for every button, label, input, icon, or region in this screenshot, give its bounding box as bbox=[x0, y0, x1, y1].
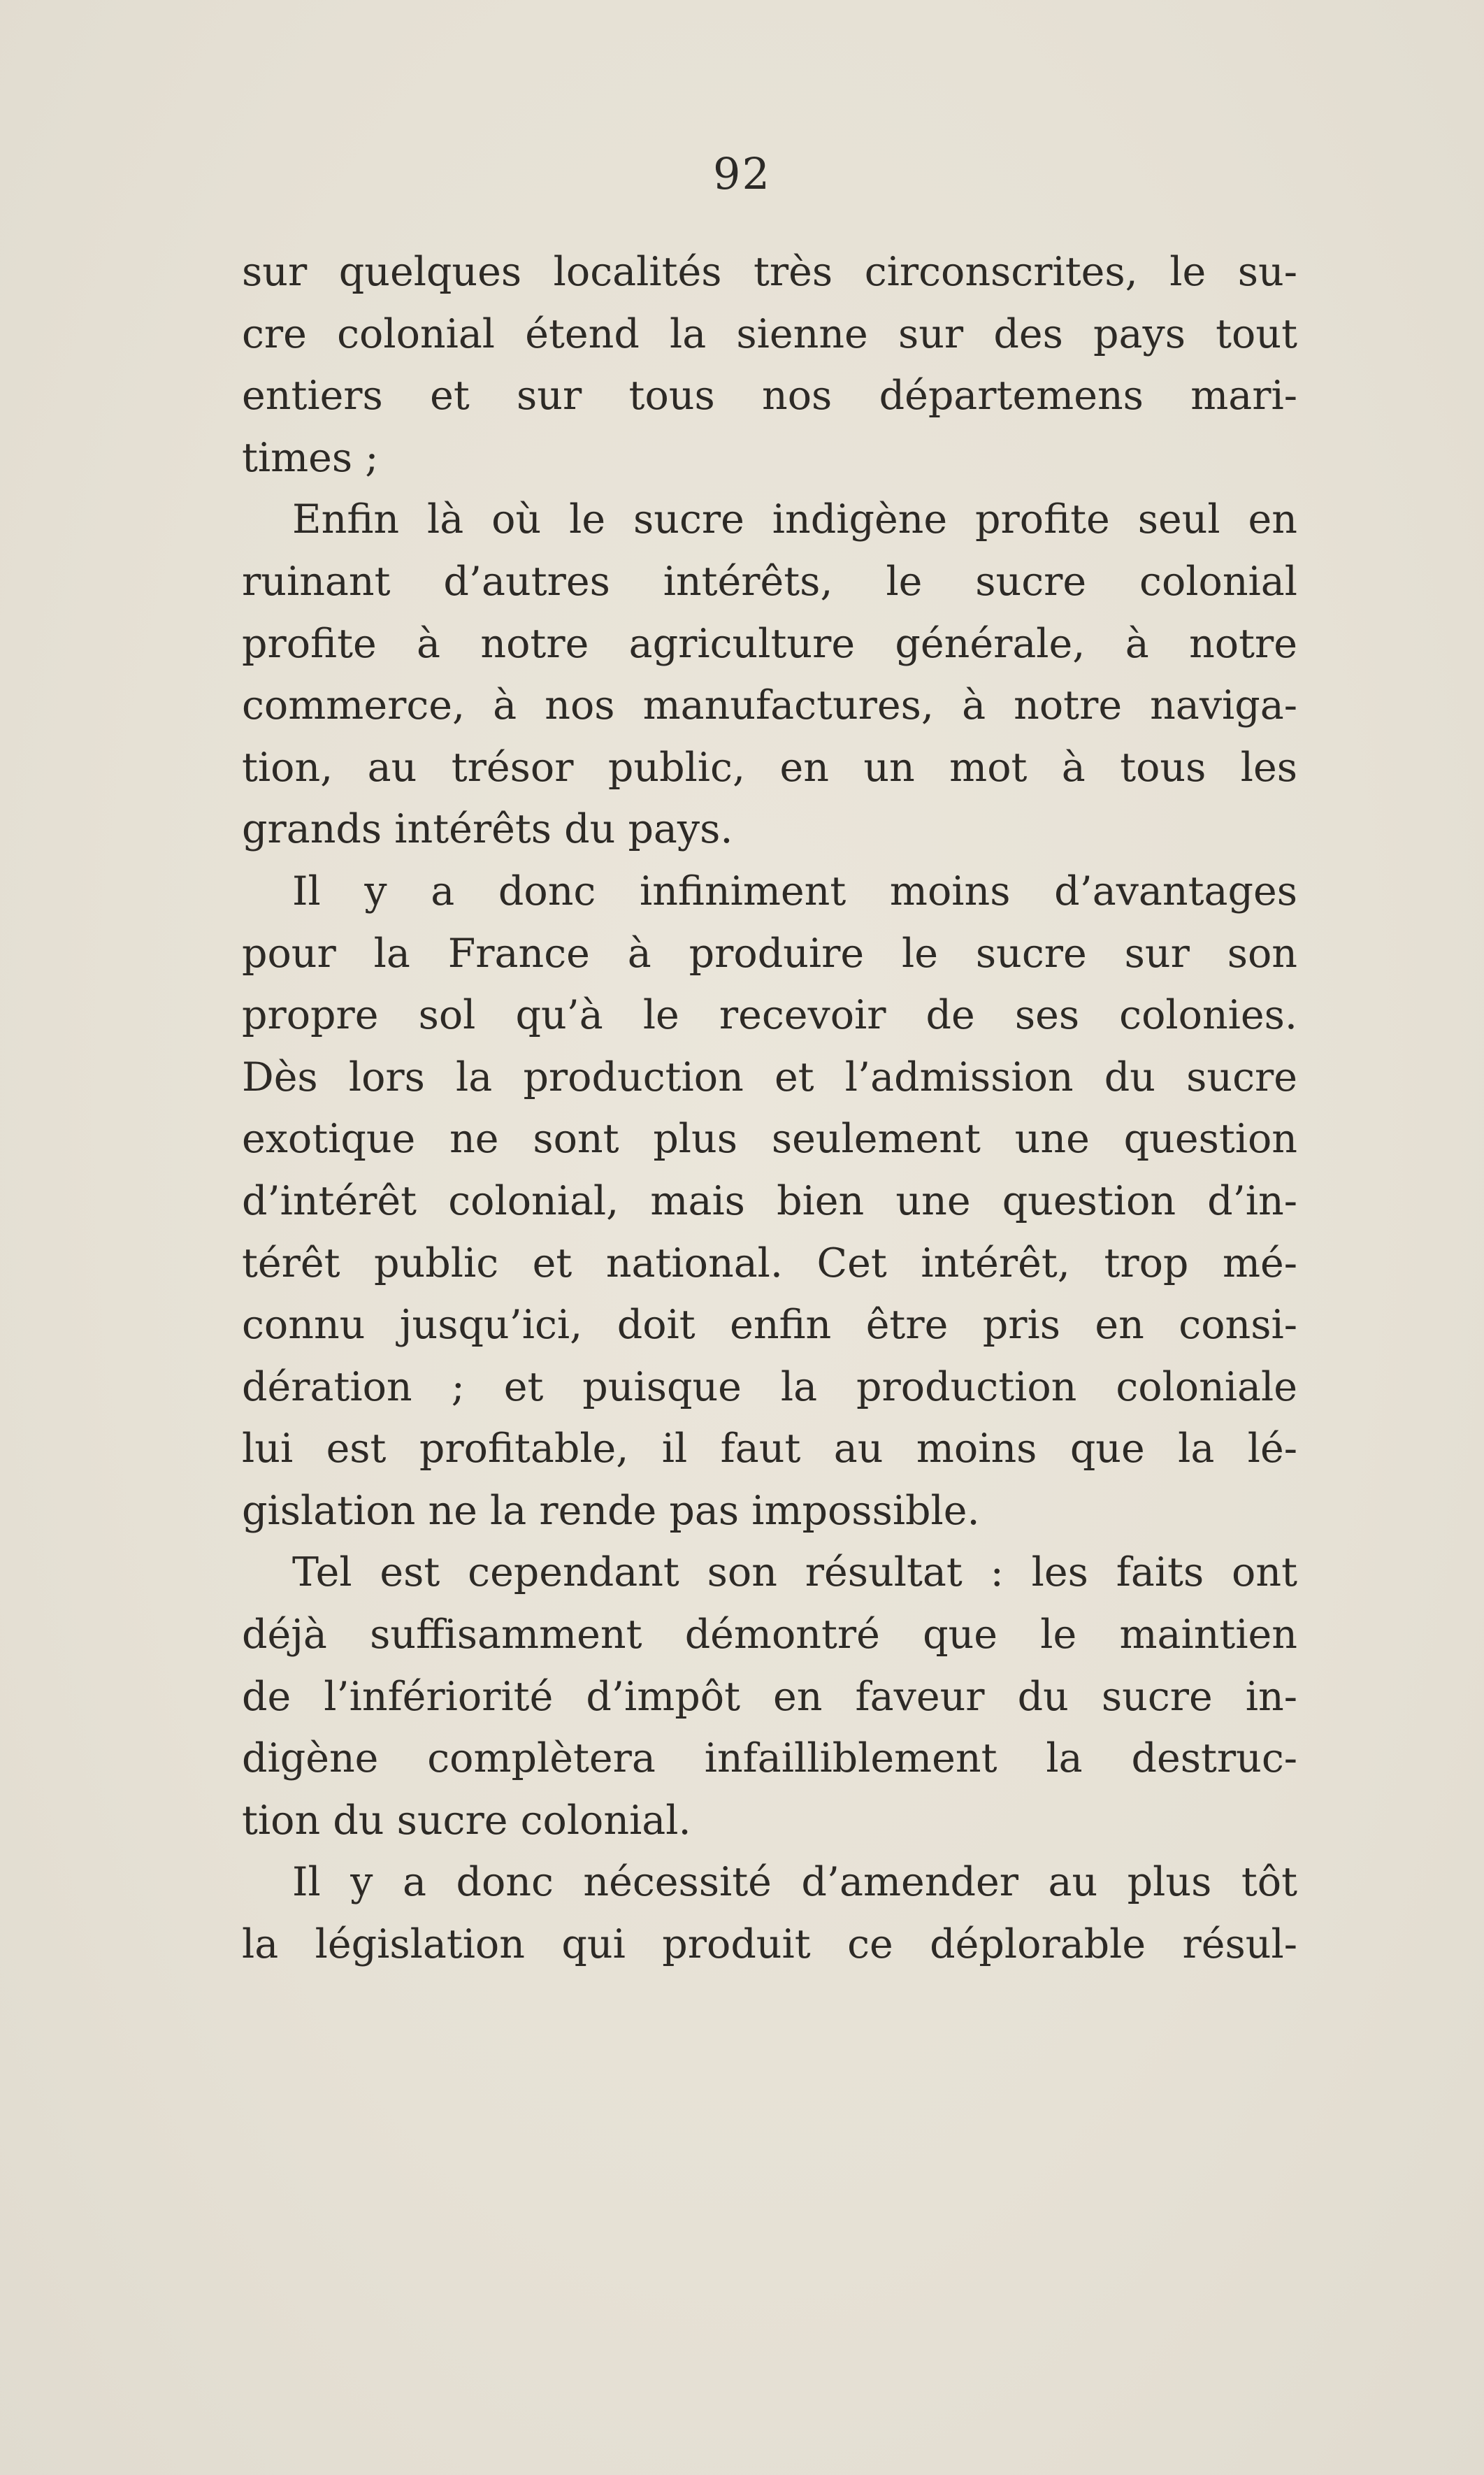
text-line: pour la France à produire le sucre sur son bbox=[242, 930, 1297, 977]
text-line: de l’infériorité d’impôt en faveur du sucre in- bbox=[242, 1673, 1297, 1720]
text-line: tion du sucre colonial. bbox=[242, 1797, 691, 1844]
text-line: commerce, à nos manufactures, à notre naviga- bbox=[242, 682, 1297, 729]
text-line: gislation ne la rende pas impossible. bbox=[242, 1487, 980, 1534]
text-line: Dès lors la production et l’admission du sucre bbox=[242, 1054, 1297, 1100]
text-line: Il y a donc infiniment moins d’avantages bbox=[292, 868, 1297, 914]
text-line: dération ; et puisque la production coloniale bbox=[242, 1363, 1297, 1410]
text-line: times ; bbox=[242, 434, 379, 481]
text-line: exotique ne sont plus seulement une question bbox=[242, 1116, 1297, 1163]
text-line: la législation qui produit ce déplorable résul- bbox=[242, 1921, 1297, 1968]
text-line: térêt public et national. Cet intérêt, trop mé- bbox=[242, 1240, 1297, 1286]
text-line: entiers et sur tous nos départemens mari- bbox=[242, 373, 1297, 419]
text-line: déjà suffisamment démontré que le maintien bbox=[242, 1612, 1297, 1658]
text-line: grands intérêts du pays. bbox=[242, 806, 733, 853]
text-line: profite à notre agriculture générale, à notre bbox=[242, 620, 1297, 667]
text-line: Tel est cependant son résultat : les faits ont bbox=[292, 1549, 1297, 1596]
text-line: lui est profitable, il faut au moins que la lé- bbox=[242, 1426, 1297, 1472]
text-line: d’intérêt colonial, mais bien une question d’in- bbox=[242, 1177, 1297, 1224]
text-line: sur quelques localités très circonscrites, le su- bbox=[242, 249, 1297, 295]
text-line: ruinant d’autres intérêts, le sucre colonial bbox=[242, 558, 1297, 605]
text-line: Il y a donc nécessité d’amender au plus tôt bbox=[292, 1859, 1297, 1906]
text-line: Enfin là où le sucre indigène profite seul en bbox=[292, 496, 1297, 543]
text-line: tion, au trésor public, en un mot à tous les bbox=[242, 744, 1297, 791]
text-line: digène complètera infailliblement la destruc- bbox=[242, 1735, 1297, 1782]
text-line: cre colonial étend la sienne sur des pays tout bbox=[242, 310, 1297, 357]
page-number: 92 bbox=[713, 148, 771, 199]
text-line: propre sol qu’à le recevoir de ses colonies. bbox=[242, 992, 1297, 1039]
text-line: connu jusqu’ici, doit enfin être pris en consi- bbox=[242, 1302, 1297, 1349]
body-text bbox=[242, 241, 1297, 1976]
